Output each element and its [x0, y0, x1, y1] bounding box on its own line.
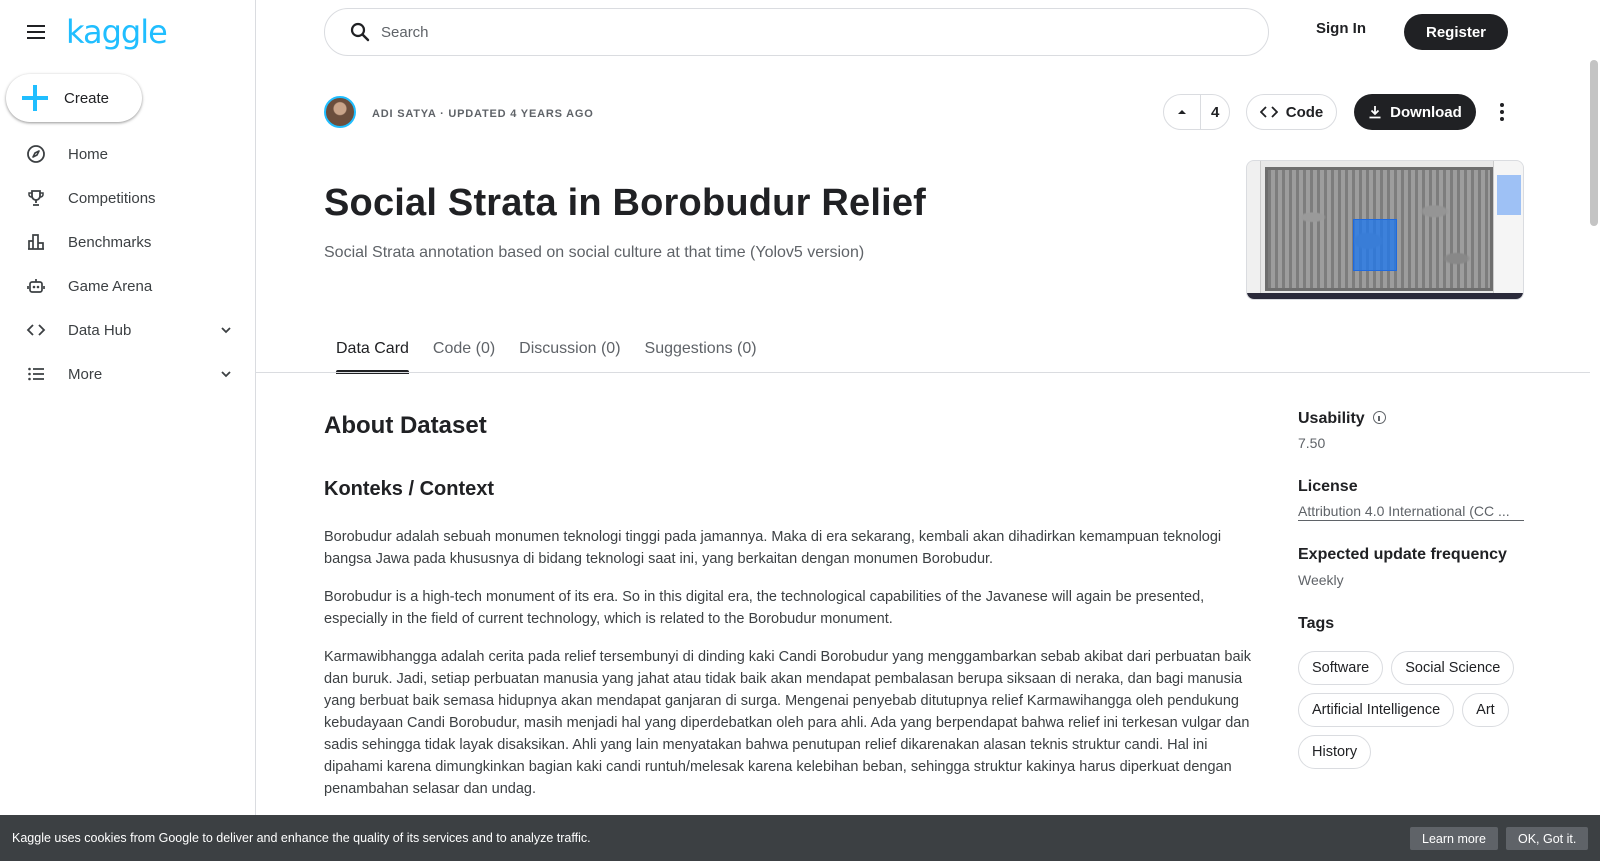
sidebar-item-label: Benchmarks [68, 233, 152, 251]
code-button[interactable] [1246, 94, 1337, 130]
upvote-button[interactable] [1164, 95, 1201, 129]
tag-software[interactable]: Software [1298, 651, 1383, 685]
sidebar-item-game-arena[interactable] [0, 264, 255, 308]
thumbnail-toolbar [1247, 161, 1261, 300]
sidebar-item-label: More [68, 365, 103, 383]
scrollbar-thumb[interactable] [1590, 60, 1598, 226]
context-heading: Konteks / Context [324, 478, 495, 500]
cookie-banner [0, 815, 1600, 861]
chevron-down-icon[interactable] [219, 323, 233, 337]
vote-count: 4 [1211, 103, 1220, 121]
annotation-box [1353, 219, 1397, 271]
ok-got-it-button[interactable]: OK, Got it. [1506, 827, 1588, 850]
search-icon [349, 21, 371, 43]
code-brackets-icon [26, 320, 46, 340]
thumbnail-taskbar [1247, 293, 1523, 299]
paragraph: Borobudur is a high-tech monument of its era. So in this digital era, the technological capabilities of the Javanese will again be presented, especially in the field of current technology, which is related to the Borobudur monument. [324, 589, 1205, 627]
kaggle-logo[interactable]: kaggle [66, 13, 167, 51]
tab-code[interactable]: Code (0) [432, 340, 496, 357]
page-title: Social Strata in Borobudur Relief [324, 182, 927, 224]
compass-icon [26, 144, 46, 164]
sidebar-item-home[interactable] [0, 132, 255, 176]
sidebar-item-label: Data Hub [68, 321, 132, 339]
sidebar-item-competitions[interactable] [0, 176, 255, 220]
sidebar-item-more[interactable] [0, 352, 255, 396]
info-icon[interactable] [1373, 411, 1386, 424]
paragraph: Karmawibhangga adalah cerita pada relief tersembunyi di dinding kaki Candi Borobudur yang menggambarkan sebab akibat dari perbuatan baik dan buruk. Jadi, setiap perbuatan manusia yang jahat atau tidak baik akan mendapat pembalasan berupa siksaan di neraka, dan bagi manusia yang berbuat baik semasa hidupnya akan mendapat ganjaran di surga. Mengenai penyebab ditutupnya relief Karmawihangga oleh pendukung kebudayaan Candi Borobudur, masih menjadi hal yang diperdebatkan oleh para ahli. Ada yang berpendapat bahwa relief ini terkesan vulgar dan sadis sehingga tidak layak disaksikan. Ahli yang lain menyatakan bahwa penutupan relief dikarenakan alasan teknis struktur candi. Hal ini dipahami karena dimungkinkan bagian kaki candi runtuh/melesak karena kelebihan beban, sehingga struktur kakinya harus diperkuat dengan penambahan selasar dan undag. [324, 649, 1251, 797]
dataset-thumbnail [1246, 160, 1524, 300]
license-link[interactable]: Attribution 4.0 International (CC ... [1298, 503, 1524, 521]
tab-bar [336, 326, 769, 372]
sidebar-item-label: Home [68, 145, 109, 163]
code-brackets-icon [1260, 105, 1278, 119]
frequency-value: Weekly [1298, 572, 1344, 588]
create-button[interactable] [6, 74, 142, 122]
sidebar [0, 0, 256, 861]
sidebar-header [0, 0, 255, 64]
download-icon [1368, 105, 1382, 119]
sidebar-item-label: Competitions [68, 189, 156, 207]
usability-label [1298, 410, 1386, 428]
robot-icon [26, 276, 46, 296]
sign-in-link[interactable]: Sign In [1316, 20, 1366, 37]
license-label: License [1298, 478, 1358, 495]
tab-suggestions[interactable]: Suggestions (0) [644, 340, 757, 357]
search-input[interactable] [381, 24, 1181, 41]
learn-more-button[interactable]: Learn more [1410, 827, 1498, 850]
sidebar-item-benchmarks[interactable] [0, 220, 255, 264]
page-subtitle: Social Strata annotation based on social culture at that time (Yolov5 version) [324, 244, 865, 261]
avatar[interactable] [324, 96, 356, 128]
cookie-text: Kaggle uses cookies from Google to deliver and enhance the quality of its services and to analyze traffic. [12, 831, 591, 845]
about-heading: About Dataset [324, 412, 487, 439]
dataset-meta: ADI SATYA · UPDATED 4 YEARS AGO [372, 108, 594, 120]
create-label: Create [64, 89, 110, 107]
thumbnail-panel [1493, 161, 1523, 300]
tags-label: Tags [1298, 615, 1335, 632]
tag-history[interactable]: History [1298, 735, 1371, 769]
register-button[interactable]: Register [1404, 14, 1508, 50]
usability-label-text: Usability [1298, 410, 1365, 427]
sidebar-item-label: Game Arena [68, 277, 153, 295]
list-icon [26, 364, 46, 384]
download-button[interactable] [1354, 94, 1476, 130]
paragraph: Borobudur adalah sebuah monumen teknologi tinggi pada jamannya. Maka di era sekarang, kembali akan dihadirkan kemampuan teknologi bangsa Jawa pada khususnya di bidang teknologi saat ini, yang berkaitan dengan monumen Borobudur. [324, 529, 1222, 567]
hamburger-menu-icon[interactable] [24, 20, 48, 44]
chevron-down-icon[interactable] [219, 367, 233, 381]
tab-discussion[interactable]: Discussion (0) [519, 340, 621, 357]
tag-artificial-intelligence[interactable]: Artificial Intelligence [1298, 693, 1454, 727]
plus-icon [22, 85, 48, 111]
more-options-icon[interactable] [1490, 100, 1514, 124]
tab-data-card[interactable]: Data Card [336, 326, 421, 372]
bar-chart-icon [26, 232, 46, 252]
frequency-label: Expected update frequency [1298, 546, 1507, 563]
code-button-label: Code [1285, 103, 1324, 121]
tag-list [1298, 651, 1538, 769]
download-button-label: Download [1390, 103, 1462, 121]
tabs-divider [256, 372, 1590, 373]
tag-social-science[interactable]: Social Science [1391, 651, 1514, 685]
tag-art[interactable]: Art [1462, 693, 1509, 727]
sidebar-item-data-hub[interactable] [0, 308, 255, 352]
search-bar[interactable] [324, 8, 1269, 56]
usability-value: 7.50 [1298, 435, 1326, 451]
caret-up-icon [1176, 106, 1188, 118]
vote-widget [1163, 94, 1230, 130]
trophy-icon [26, 188, 46, 208]
